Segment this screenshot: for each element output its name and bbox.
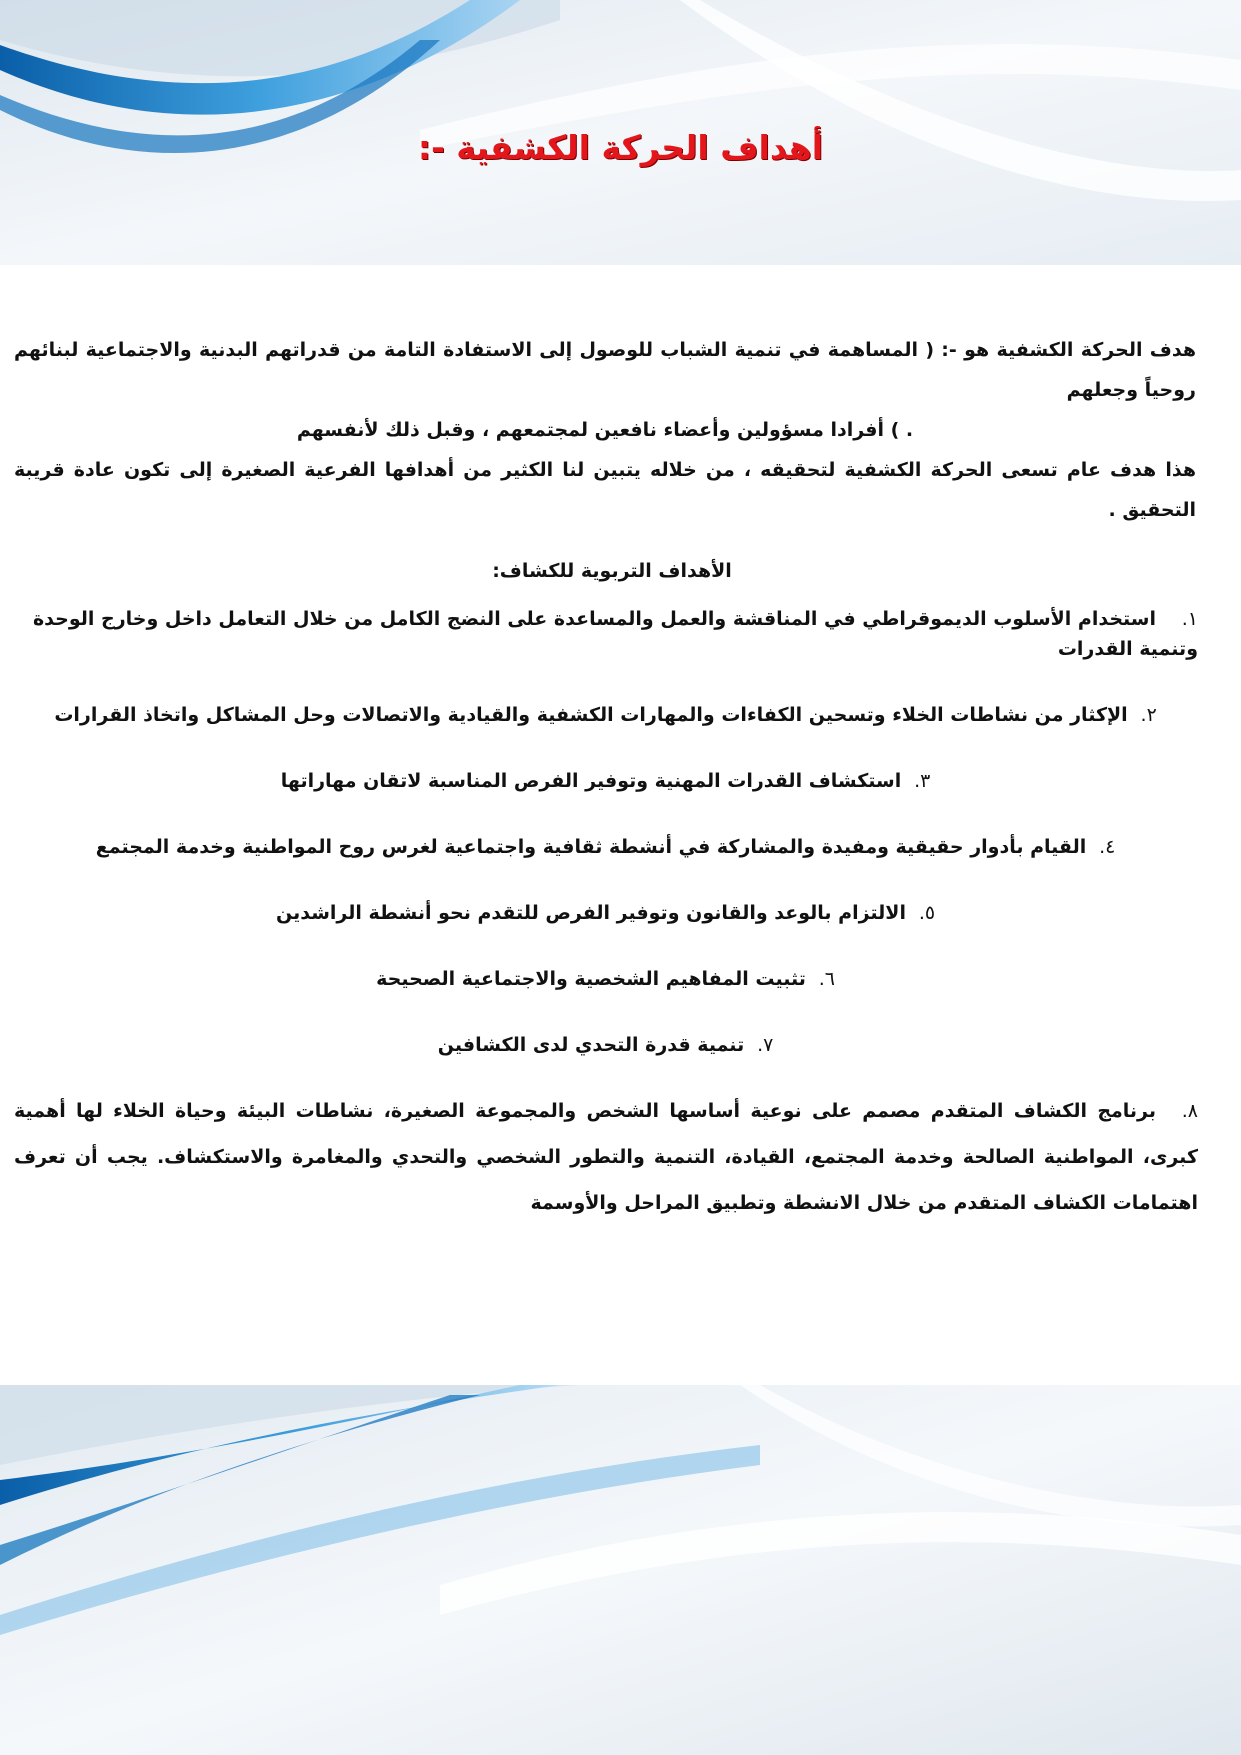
list-item-number: ٦. <box>818 968 835 990</box>
list-item-text: برنامج الكشاف المتقدم مصمم على نوعية أساسها الشخص والمجموعة الصغيرة، نشاطات البيئة وحياة الخلاء لها أهمية كبرى، المواطنية الصالحة وخدمة المجتمع، القيادة، التنمية والتطور الشخصي والتحدي والمغامرة والاستكشاف. يجب أن تعرف اهتمامات الكشاف المتقدم من خلال الانشطة وتطبيق المراحل والأوسمة <box>14 1100 1198 1214</box>
list-item-number: ٢. <box>1140 704 1157 726</box>
list-item-number: ٨. <box>1181 1100 1198 1122</box>
list-item-text: استكشاف القدرات المهنية وتوفير الفرص المناسبة لاتقان مهاراتها <box>280 770 902 792</box>
list-item-number: ٧. <box>757 1034 774 1056</box>
list-item-number: ٤. <box>1099 836 1116 858</box>
intro-line-1: هدف الحركة الكشفية هو -: ( المساهمة في تنمية الشباب للوصول إلى الاستفادة التامة من قدراتهم البدنية والاجتماعية لبنائهم روحياً وجعلهم <box>14 339 1196 401</box>
list-item-text: الإكثار من نشاطات الخلاء وتسحين الكفاءات والمهارات الكشفية والقيادية والاتصالات وحل المشاكل واتخاذ القرارات <box>54 704 1128 726</box>
list-item-number: ١. <box>1181 608 1198 630</box>
list-item <box>14 700 1210 730</box>
list-item-text: القيام بأدوار حقيقية ومفيدة والمشاركة في أنشطة ثقافية واجتماعية لغرس روح المواطنية وخدمة المجتمع <box>95 836 1087 858</box>
bottom-wave-banner <box>0 1385 1241 1755</box>
list-item-text: الالتزام بالوعد والقانون وتوفير الفرص للتقدم نحو أنشطة الراشدين <box>276 902 906 924</box>
list-item <box>14 964 1210 994</box>
list-item-number: ٥. <box>918 902 936 924</box>
list-item-text: تثبيت المفاهيم الشخصية والاجتماعية الصحيحة <box>376 968 806 990</box>
section-subheading: الأهداف التربوية للكشاف: <box>492 560 732 582</box>
intro-line-3: هذا هدف عام تسعى الحركة الكشفية لتحقيقه ، من خلاله يتبين لنا الكثير من أهدافها الفرعية الصغيرة إلى تكون عادة قريبة التحقيق . <box>14 459 1196 521</box>
page-title: أهداف الحركة الكشفية -: <box>417 128 824 167</box>
list-item-text: استخدام الأسلوب الديموقراطي في المناقشة والعمل والمساعدة على النضج الكامل من خلال التعامل داخل وخارج الوحدة وتنمية القدرات <box>32 608 1198 660</box>
list-item <box>14 604 1210 664</box>
list-item <box>14 898 1210 928</box>
list-item <box>14 1088 1210 1226</box>
list-item-text: تنمية قدرة التحدي لدى الكشافين <box>437 1034 745 1056</box>
document-body <box>14 330 1210 1226</box>
intro-line-2: . ) أفرادا مسؤولين وأعضاء نافعين لمجتمعهم ، وقبل ذلك لأنفسهم <box>296 419 914 441</box>
list-item <box>14 832 1210 862</box>
list-item <box>14 1030 1210 1060</box>
intro-paragraph <box>14 330 1210 530</box>
list-item-number: ٣. <box>914 770 931 792</box>
list-item <box>14 766 1210 796</box>
